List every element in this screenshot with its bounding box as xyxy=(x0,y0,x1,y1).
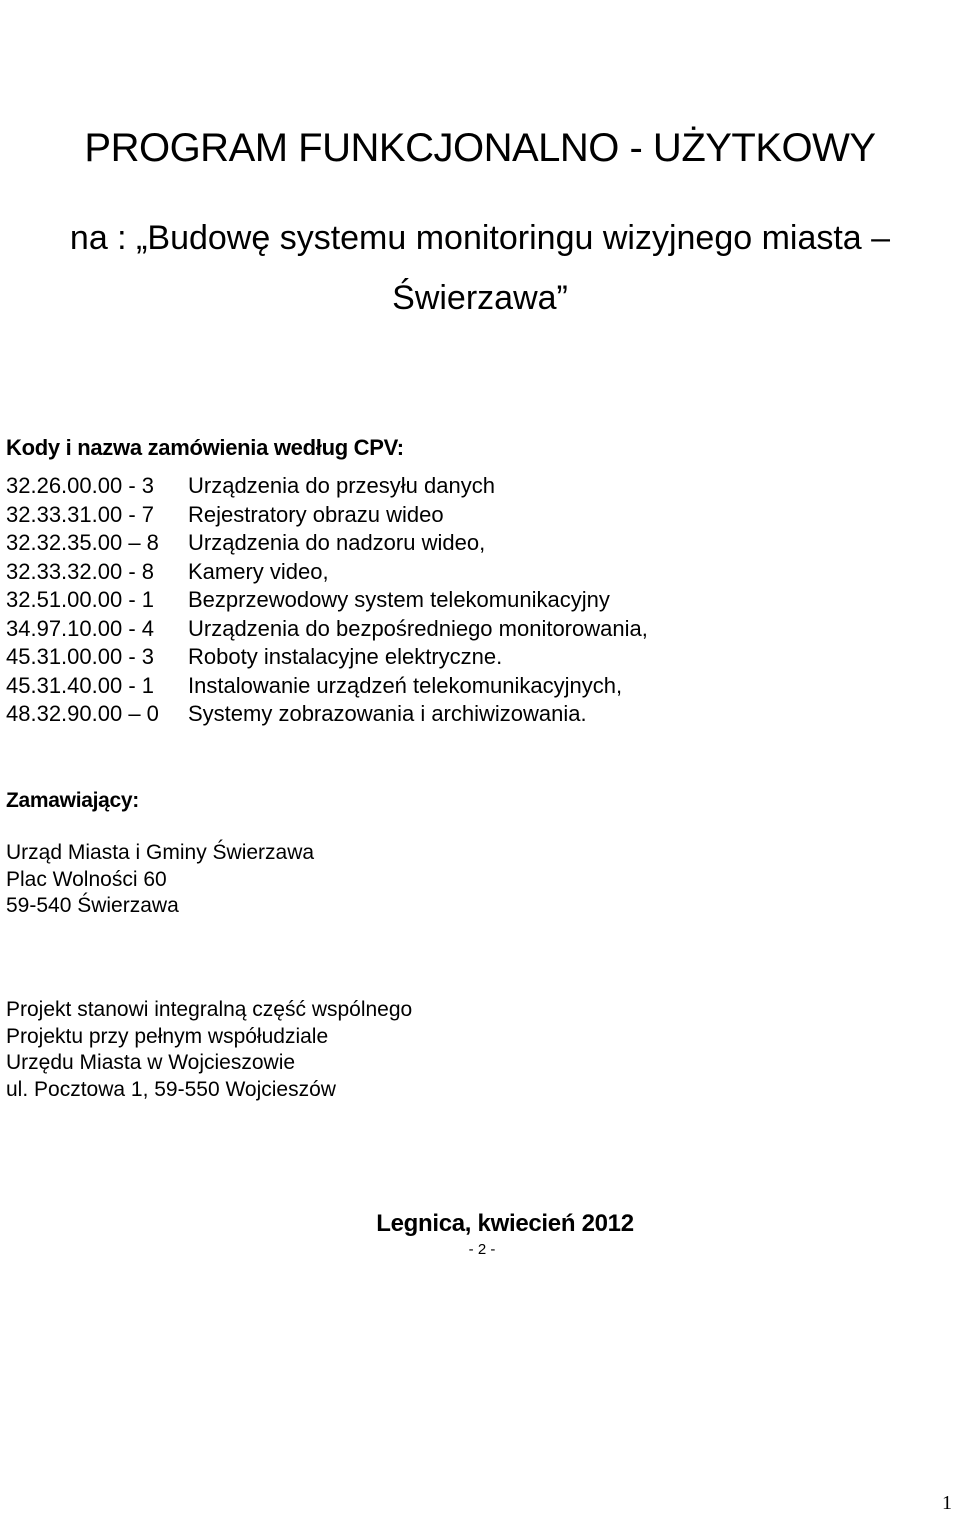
list-item xyxy=(6,643,648,672)
page-marker: - 2 - xyxy=(468,1241,496,1258)
cpv-description: Systemy zobrazowania i archiwizowania. xyxy=(188,701,587,726)
cpv-description: Urządzenia do bezpośredniego monitorowania, xyxy=(188,615,648,641)
project-note-line: Urzędu Miasta w Wojcieszowie xyxy=(6,1051,296,1074)
cpv-description: Rejestratory obrazu wideo xyxy=(188,501,444,527)
cpv-description: Urządzenia do nadzoru wideo, xyxy=(188,530,486,555)
cpv-description: Roboty instalacyjne elektryczne. xyxy=(188,644,503,669)
cpv-code: 45.31.00.00 - 3 xyxy=(6,644,155,669)
project-note-line: Projektu przy pełnym współudziale xyxy=(6,1024,329,1048)
list-item xyxy=(6,472,648,501)
page-number: 1 xyxy=(942,1492,952,1514)
client-address-line: Urząd Miasta i Gminy Świerzawa xyxy=(6,841,315,864)
cpv-code-list xyxy=(6,472,648,729)
cpv-code: 32.33.32.00 - 8 xyxy=(6,558,155,584)
list-item xyxy=(6,501,648,530)
list-item xyxy=(6,672,648,701)
client-address-line: Plac Wolności 60 xyxy=(6,867,167,891)
document-title: PROGRAM FUNKCJONALNO - UŻYTKOWY xyxy=(84,126,876,170)
client-address xyxy=(6,840,314,920)
list-item xyxy=(6,558,648,587)
project-note xyxy=(6,997,412,1103)
cpv-description: Instalowanie urządzeń telekomunikacyjnych, xyxy=(188,672,623,698)
list-item xyxy=(6,529,648,558)
cpv-code: 45.31.40.00 - 1 xyxy=(6,672,155,698)
list-item xyxy=(6,586,648,615)
place-and-date: Legnica, kwiecień 2012 xyxy=(376,1210,634,1237)
cpv-description: Kamery video, xyxy=(188,558,329,584)
cpv-description: Urządzenia do przesyłu danych xyxy=(188,473,495,498)
document-subtitle-line-2: Świerzawa” xyxy=(392,279,568,317)
cpv-code: 32.51.00.00 - 1 xyxy=(6,587,155,612)
project-note-line: ul. Pocztowa 1, 59-550 Wojcieszów xyxy=(6,1077,336,1101)
document-subtitle-line-1: na : „Budowę systemu monitoringu wizyjnego miasta – xyxy=(69,219,891,257)
list-item xyxy=(6,700,648,729)
cpv-code: 32.32.35.00 – 8 xyxy=(6,530,159,555)
cpv-code: 34.97.10.00 - 4 xyxy=(6,615,155,641)
cpv-code: 48.32.90.00 – 0 xyxy=(6,701,159,726)
cpv-heading: Kody i nazwa zamówienia według CPV: xyxy=(6,435,404,460)
project-note-line: Projekt stanowi integralną część wspólnego xyxy=(6,998,413,1021)
client-address-line: 59-540 Świerzawa xyxy=(6,894,179,917)
client-heading: Zamawiający: xyxy=(6,789,139,812)
list-item xyxy=(6,615,648,644)
cpv-description: Bezprzewodowy system telekomunikacyjny xyxy=(188,587,610,612)
cpv-code: 32.26.00.00 - 3 xyxy=(6,473,155,498)
cpv-code: 32.33.31.00 - 7 xyxy=(6,501,155,527)
